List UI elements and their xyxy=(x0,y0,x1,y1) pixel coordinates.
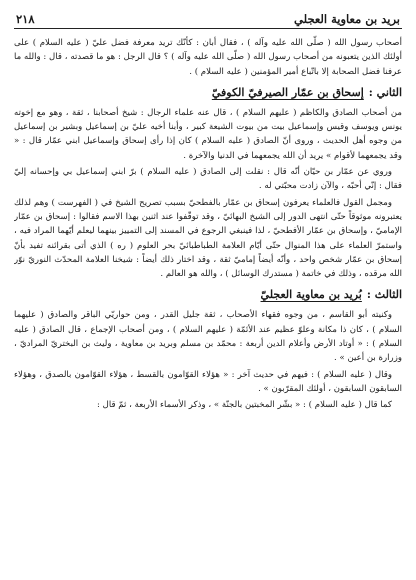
section-label: الثالث : xyxy=(366,288,402,302)
paragraph-ishaq-summary: ومجمل القول فالعلماء يعرفون إسحاق بن عمّار بالفطحيّ بسبب تصريح الشيخ في ( الفهرست ) وهم لذلك يعتبرونه موثوقاً حتّى انتهى الدور إلى الشيخ البهائيّ ، وقد توقّفوا عند اثنين بهذا الاسم فقالوا : إسحاق بن عمّار الإماميّ ، وإسحاق بن عمّار الأفطحيّ ، لذا فينبغي الرجوع في المسند إلى التمييز بينهما ليعلم أيّهما المراد فيه ، واستمرّ العلماء على هذا المنوال حتّى أيّام العلامة الطباطبائيّ بحر العلوم ( ره ) الذي أتى بقرائنه تفيد بأنّ إسحاق بن عمّار شخص واحد ، وأنّه أيضاً إماميّ ثقة ، وقد اختار ذلك أيضاً : شيخنا العلامة المحدّث النوريّ نوّر الله مرقده ، وذلك في خاتمة ( مستدرك الوسائل ) ، والله هو العالم . xyxy=(14,197,402,280)
section-name: بُريد بن معاوية العجليّ xyxy=(260,288,362,302)
paragraph-ammar-narration: وروي عن عمّار بن حيّان أنّه قال : نقلت إلى الصادق ( عليه السلام ) برّ ابني إسماعيل بي وإحسانه إليّ فقال : إنّي أحبّه ، والآن زادت محبّتي له . xyxy=(14,167,402,192)
paragraph-aban-narration: أصحاب رسول الله ( صلّى الله عليه وآله ) ، فقال أبان : كأنّك تريد معرفة فضل عليّ ( عليه السلام ) على أولئك الذين يتعبونه من أصحاب رسول الله ( صلّى الله عليه وآله ) ؟ قال الرجل : هو ما قصدته ، قال : والله ما عرفنا فضل الصحابة إلا باتّباع أمير المؤمنين ( عليه السلام ) . xyxy=(14,38,402,77)
book-page xyxy=(14,8,402,574)
paragraph-ishaq-bio: من أصحاب الصادق والكاظم ( عليهم السلام ) ، قال عنه علماء الرجال : شيخ أصحابنا ، ثقة ، وهو مع إخوته يونس ويوسف وقيس وإسماعيل بيت من بيوت الشيعة كبير ، وأبنا أخيه عليّ بن إسماعيل وبشير بن إسماعيل من وجوه أهل الحديث ، وروى أنّ الصادق ( عليه السلام ) كان إذا رأى إسحاق وإسماعيل ابني عمّار قال : « وقد يجمعهما لأقوام » يريد أن الله يجمعهما في الدنيا والآخرة . xyxy=(14,107,402,161)
section-label: الثاني : xyxy=(368,85,402,99)
page-bottom-fade xyxy=(14,566,402,574)
paragraph-burayd-glad-tidings: كما قال ( عليه السلام ) : « بشّر المخبتين بالجنّة » ، وذكر الأسماء الأربعة ، ثمّ قال : xyxy=(96,400,392,411)
body-text xyxy=(14,36,402,413)
section-name: إسحاق بن عمّار الصيرفيّ الكوفيّ xyxy=(211,85,364,99)
paragraph-burayd-bio: وكنيته أبو القاسم ، من وجوه فقهاء الأصحاب ، ثقة جليل القدر ، ومن حواريّي الباقر والصادق ( عليهما السلام ) ، كان ذا مكانة وعلوّ عظيم عند الأئمّة ( عليهم السلام ) ، ومن أصحاب الإجماع ، قال الصادق ( عليه السلام ) : « أوتاد الأرض وأعلام الدين أربعة : محمّد بن مسلم وبريد بن معاوية ، وليث بن البختريّ المراديّ ، وزرارة بن أعين » . xyxy=(14,310,402,364)
section-heading-second xyxy=(14,86,402,100)
section-heading-third xyxy=(14,288,402,302)
running-title: بريد بن معاوية العجلي xyxy=(294,12,400,26)
running-header xyxy=(14,8,402,29)
paragraph-burayd-hadith: وقال ( عليه السلام ) : فيهم في حديث آخر : « هؤلاء القوّامون بالقسط ، هؤلاء القوّامون بالصدق ، وهؤلاء السابقون السابقون ، أولئك المقرّبون » . xyxy=(14,369,402,394)
page-number: ٢١٨ xyxy=(16,12,35,26)
